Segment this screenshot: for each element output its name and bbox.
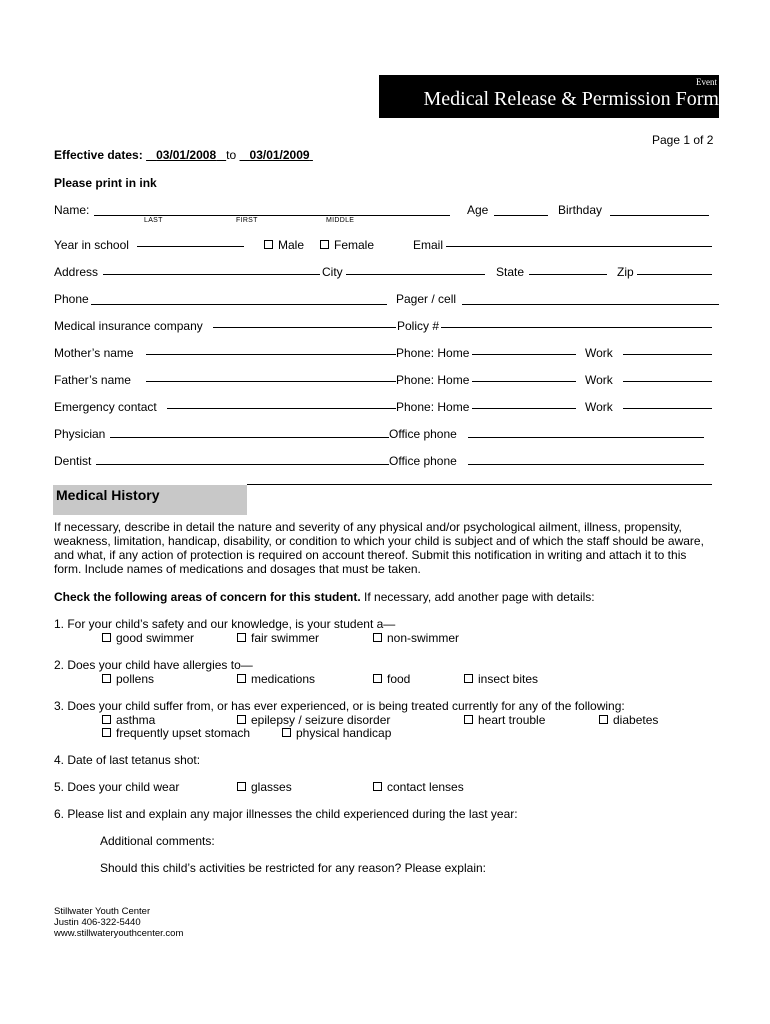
- checkbox[interactable]: [464, 674, 473, 683]
- dentist-label: Dentist: [54, 454, 92, 468]
- policy-label: Policy #: [397, 319, 440, 333]
- footer-org: Stillwater Youth Center: [54, 906, 151, 917]
- question-eyewear: 5. Does your child wear: [54, 780, 180, 794]
- male-option[interactable]: Male: [264, 238, 304, 252]
- effective-dates: [54, 148, 313, 162]
- checkbox[interactable]: [373, 633, 382, 642]
- first-caption: FIRST: [236, 217, 258, 224]
- form-header: [379, 75, 719, 118]
- checkbox[interactable]: [102, 715, 111, 724]
- state-label: State: [496, 265, 525, 279]
- emergency-field[interactable]: [167, 408, 396, 409]
- checkbox[interactable]: [102, 728, 111, 737]
- option-heart-trouble[interactable]: heart trouble: [464, 713, 545, 727]
- option-diabetes[interactable]: diabetes: [599, 713, 658, 727]
- father-label: Father’s name: [54, 373, 131, 387]
- additional-comments-label: Additional comments:: [100, 834, 215, 848]
- last-caption: LAST: [144, 217, 163, 224]
- year-in-school-field[interactable]: [137, 246, 244, 247]
- city-field[interactable]: [346, 274, 485, 275]
- form-title: Medical Release & Permission Form: [423, 88, 719, 110]
- mother-work-field[interactable]: [623, 354, 712, 355]
- restricted-activities-question: Should this child’s activities be restricted for any reason? Please explain:: [100, 861, 486, 875]
- name-label: Name:: [54, 203, 90, 217]
- dentist-office-phone-field[interactable]: [468, 464, 704, 465]
- father-work-label: Work: [585, 373, 613, 387]
- question-swimmer: 1. For your child’s safety and our knowledge, is your student a—: [54, 617, 396, 631]
- option-insect-bites[interactable]: insect bites: [464, 672, 538, 686]
- year-in-school-label: Year in school: [54, 238, 129, 252]
- emergency-work-label: Work: [585, 400, 613, 414]
- event-label: Event: [696, 77, 717, 87]
- physician-field[interactable]: [110, 437, 389, 438]
- dentist-field[interactable]: [96, 464, 389, 465]
- checkbox[interactable]: [237, 674, 246, 683]
- emergency-work-field[interactable]: [623, 408, 712, 409]
- address-label: Address: [54, 265, 99, 279]
- phone-field[interactable]: [91, 304, 387, 305]
- option-glasses[interactable]: glasses: [237, 780, 292, 794]
- mother-field[interactable]: [146, 354, 396, 355]
- policy-field[interactable]: [441, 327, 712, 328]
- address-field[interactable]: [103, 274, 320, 275]
- email-field[interactable]: [446, 246, 712, 247]
- effective-to: 03/01/2009: [249, 148, 310, 162]
- option-non-swimmer[interactable]: non-swimmer: [373, 631, 459, 645]
- father-work-field[interactable]: [623, 381, 712, 382]
- city-label: City: [322, 265, 343, 279]
- mother-phone-home-field[interactable]: [472, 354, 576, 355]
- checkbox[interactable]: [373, 674, 382, 683]
- checkbox[interactable]: [102, 674, 111, 683]
- option-good-swimmer[interactable]: good swimmer: [102, 631, 194, 645]
- section-title: Medical History: [56, 487, 160, 503]
- mother-label: Mother’s name: [54, 346, 134, 360]
- insurance-label: Medical insurance company: [54, 319, 203, 333]
- phone-label: Phone: [54, 292, 89, 306]
- female-option[interactable]: Female: [320, 238, 374, 252]
- question-tetanus: 4. Date of last tetanus shot:: [54, 753, 201, 767]
- physician-office-phone-field[interactable]: [468, 437, 704, 438]
- physician-office-phone-label: Office phone: [389, 427, 457, 441]
- insurance-field[interactable]: [213, 327, 396, 328]
- birthday-label: Birthday: [558, 203, 603, 217]
- option-upset-stomach[interactable]: frequently upset stomach: [102, 726, 250, 740]
- print-instruction: Please print in ink: [54, 176, 157, 190]
- father-phone-home-field[interactable]: [472, 381, 576, 382]
- emergency-label: Emergency contact: [54, 400, 157, 414]
- checkbox[interactable]: [282, 728, 291, 737]
- effective-label: Effective dates:: [54, 148, 143, 162]
- emergency-phone-home-field[interactable]: [472, 408, 576, 409]
- option-contact-lenses[interactable]: contact lenses: [373, 780, 464, 794]
- checkbox[interactable]: [237, 715, 246, 724]
- footer-website: www.stillwateryouthcenter.com: [54, 928, 184, 939]
- pager-field[interactable]: [462, 304, 719, 305]
- dentist-office-phone-label: Office phone: [389, 454, 457, 468]
- medical-history-header: [53, 485, 247, 515]
- footer-contact: Justin 406-322-5440: [54, 917, 141, 928]
- footer: [54, 906, 183, 939]
- checkbox[interactable]: [237, 782, 246, 791]
- male-checkbox[interactable]: [264, 240, 273, 249]
- checkbox[interactable]: [237, 633, 246, 642]
- age-label: Age: [467, 203, 489, 217]
- middle-caption: MIDDLE: [326, 217, 355, 224]
- effective-to-label: to: [226, 148, 237, 162]
- mother-work-label: Work: [585, 346, 613, 360]
- email-label: Email: [413, 238, 444, 252]
- question-allergies: 2. Does your child have allergies to—: [54, 658, 253, 672]
- option-food[interactable]: food: [373, 672, 410, 686]
- birthday-field[interactable]: [610, 215, 709, 216]
- father-field[interactable]: [146, 381, 396, 382]
- physician-label: Physician: [54, 427, 106, 441]
- pager-label: Pager / cell: [396, 292, 457, 306]
- option-physical-handicap[interactable]: physical handicap: [282, 726, 391, 740]
- name-field[interactable]: [94, 215, 450, 216]
- question-conditions: 3. Does your child suffer from, or has ever experienced, or is being treated currently for any of the following:: [54, 699, 625, 713]
- option-medications[interactable]: medications: [237, 672, 315, 686]
- checkbox[interactable]: [102, 633, 111, 642]
- question-illnesses: 6. Please list and explain any major illnesses the child experienced during the last year:: [54, 807, 518, 821]
- option-pollens[interactable]: pollens: [102, 672, 154, 686]
- option-fair-swimmer[interactable]: fair swimmer: [237, 631, 319, 645]
- section-divider: [247, 484, 712, 485]
- father-phone-home-label: Phone: Home: [396, 373, 470, 387]
- checkbox[interactable]: [373, 782, 382, 791]
- zip-field[interactable]: [637, 274, 712, 275]
- zip-label: Zip: [617, 265, 634, 279]
- state-field[interactable]: [529, 274, 607, 275]
- age-field[interactable]: [494, 215, 548, 216]
- checkbox[interactable]: [464, 715, 473, 724]
- mother-phone-home-label: Phone: Home: [396, 346, 470, 360]
- emergency-phone-home-label: Phone: Home: [396, 400, 470, 414]
- effective-from: 03/01/2008: [156, 148, 217, 162]
- check-areas-instruction: Check the following areas of concern for this student. If necessary, add another page with details:: [54, 590, 595, 604]
- checkbox[interactable]: [599, 715, 608, 724]
- page-number: Page 1 of 2: [652, 133, 714, 147]
- female-checkbox[interactable]: [320, 240, 329, 249]
- medical-history-instructions: If necessary, describe in detail the nature and severity of any physical and/or psychological ailment, illness, propensity, weakness, limitation, handicap, disability, or condition to which your child is subject and of which the staff should be aware, and what, if any action of protection is required on account thereof. Submit this notification in writing and attach it to this form. Include names of medications and dosages that must be taken.: [54, 520, 704, 576]
- option-asthma[interactable]: asthma: [102, 713, 155, 727]
- option-epilepsy[interactable]: epilepsy / seizure disorder: [237, 713, 390, 727]
